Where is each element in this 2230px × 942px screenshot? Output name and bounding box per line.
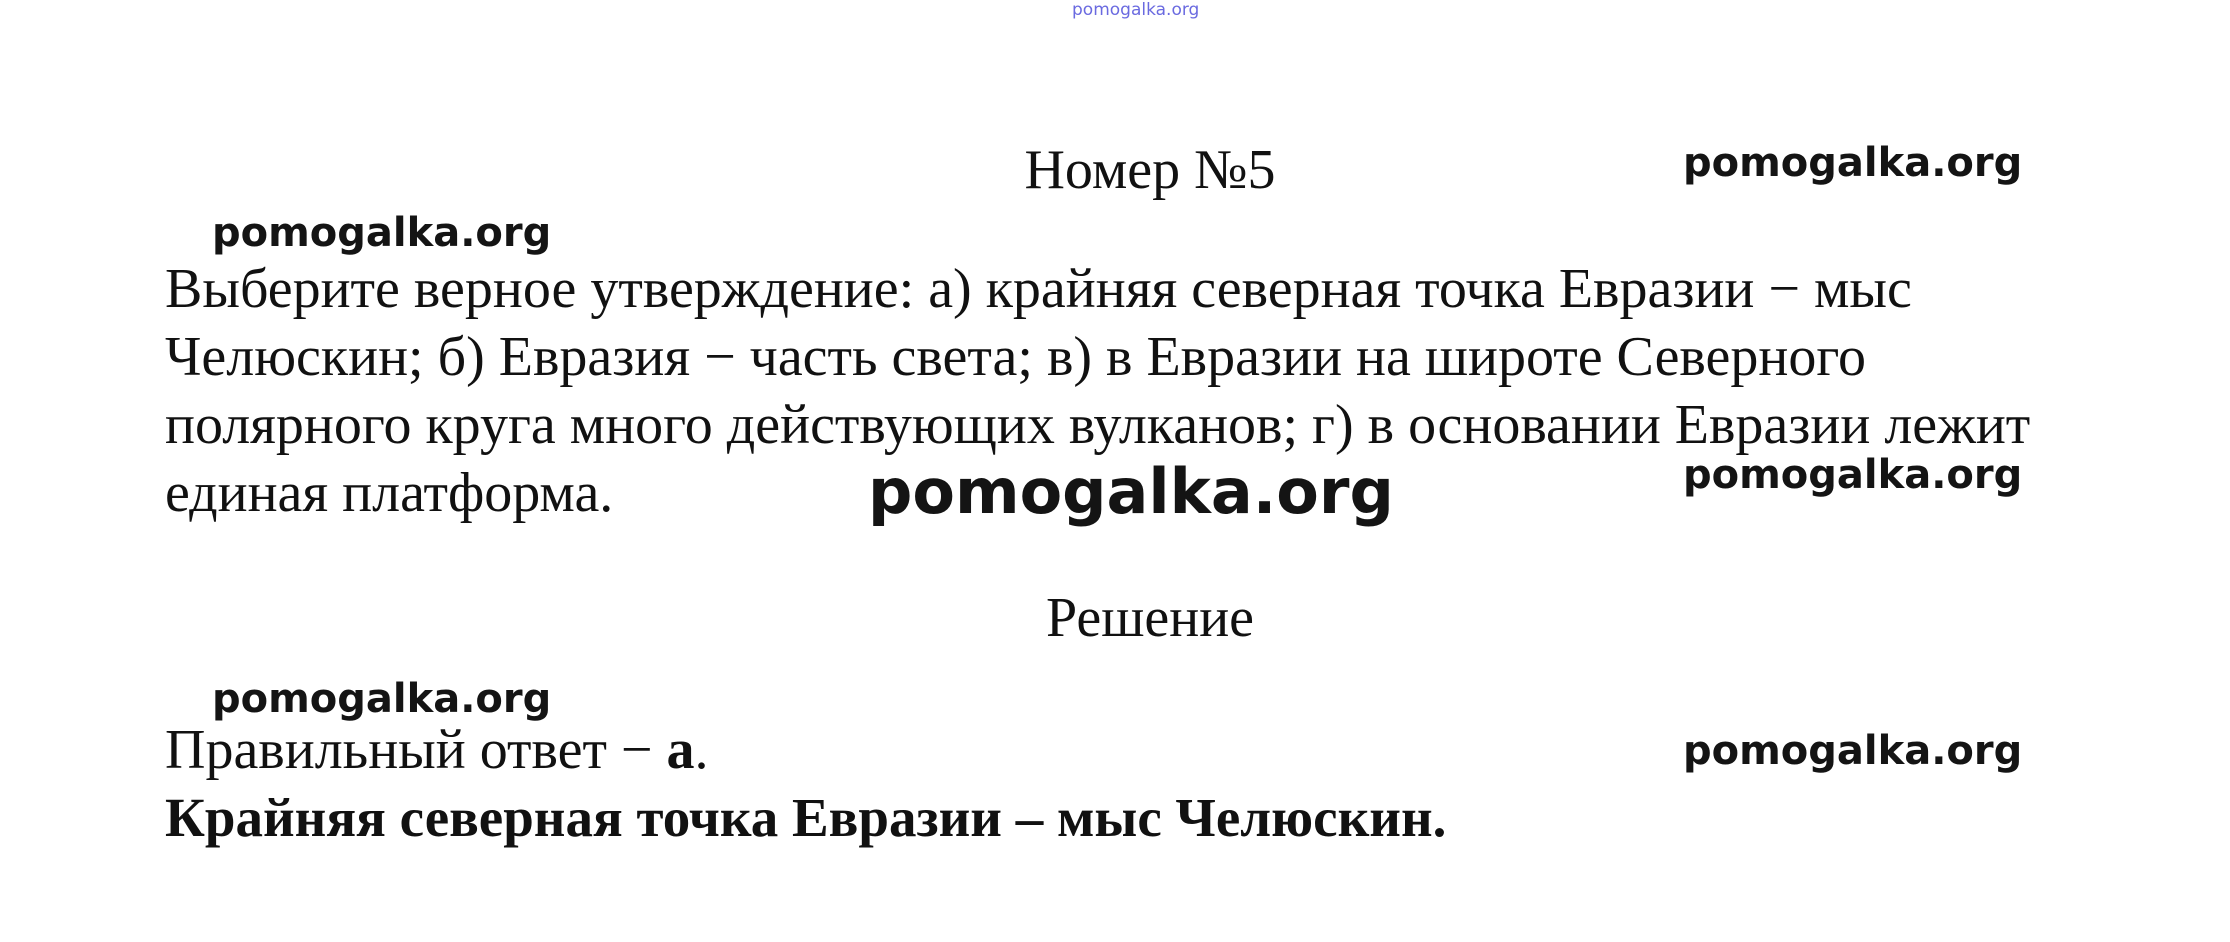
question-text: Выберите верное утверждение: а) крайняя северная точка Евразии − мыс Челюскин; б) Евразия − часть света; в) в Евразии на широте Северного полярного круга много действующих вулканов; г) в основании Евразии лежит единая платформа. xyxy=(165,258,2031,524)
answer-prefix: Правильный ответ − xyxy=(165,719,667,781)
watermark-center-large: pomogalka.org xyxy=(868,455,1394,528)
watermark-middle-right: pomogalka.org xyxy=(1683,452,2023,498)
site-link[interactable]: pomogalka.org xyxy=(1072,0,1200,20)
conclusion-text: Крайняя северная точка Евразии – мыс Челюскин. xyxy=(165,787,1447,848)
watermark-upper-left: pomogalka.org xyxy=(212,210,552,256)
answer-line xyxy=(165,718,709,782)
watermark-lower-left: pomogalka.org xyxy=(212,676,552,722)
solution-heading: Решение xyxy=(1045,587,1255,649)
task-title: Номер №5 xyxy=(1024,139,1276,201)
answer-letter: а xyxy=(666,719,695,781)
answer-suffix: . xyxy=(694,719,709,781)
watermark-top-right: pomogalka.org xyxy=(1683,140,2023,186)
watermark-lower-right: pomogalka.org xyxy=(1683,728,2023,774)
